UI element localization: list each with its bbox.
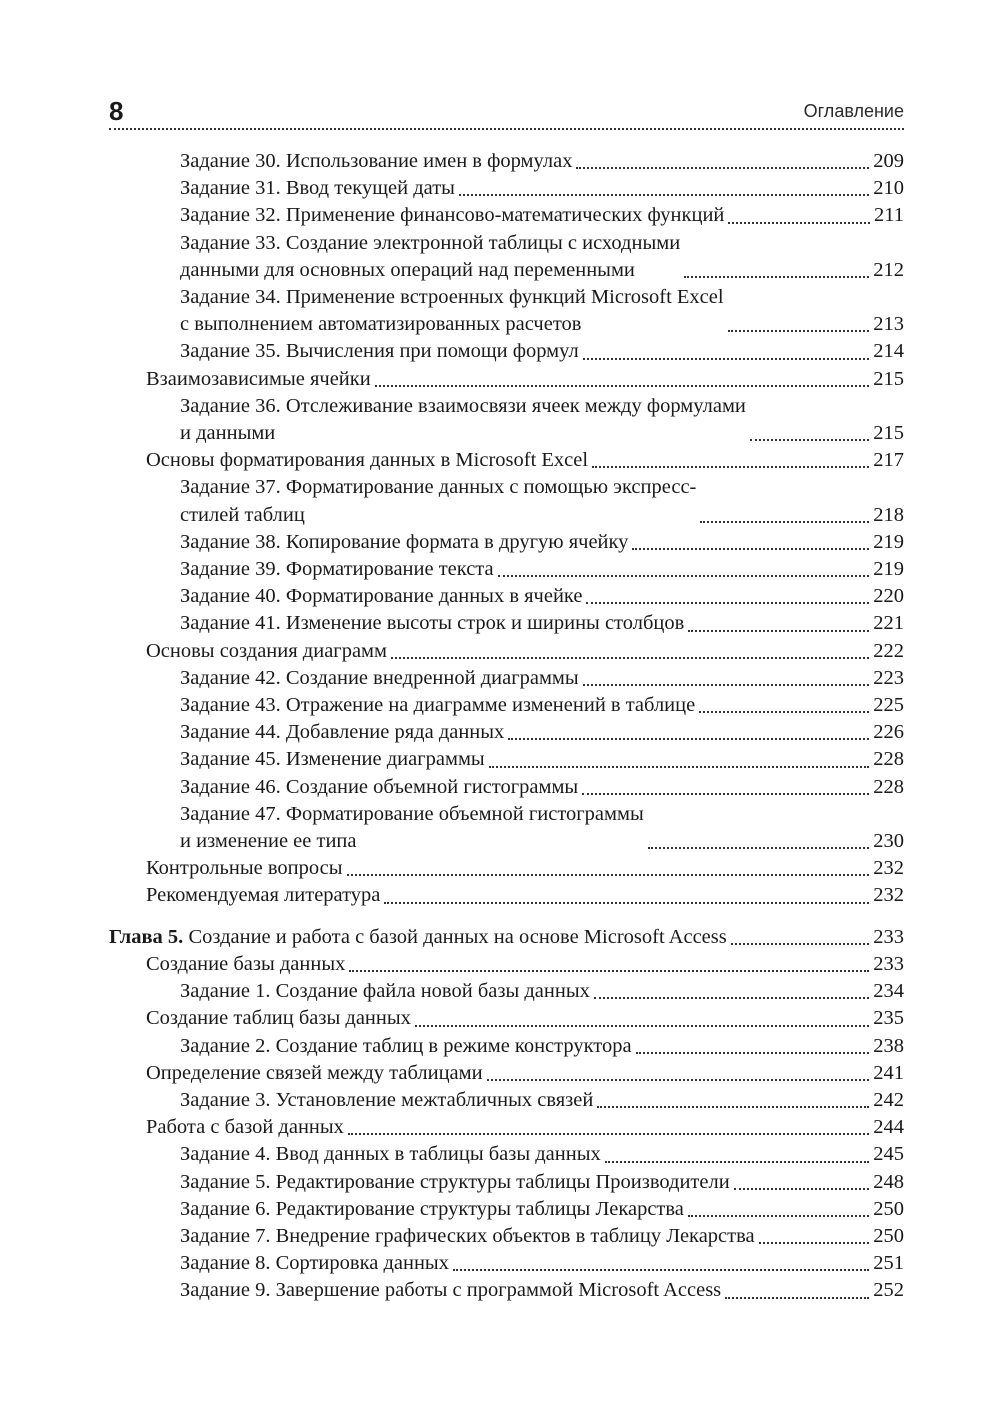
dot-leader [375, 385, 870, 387]
dot-leader [487, 1079, 870, 1081]
toc-entry-title: Задание 40. Форматирование данных в ячейке [180, 585, 583, 608]
toc-entry-title: Задание 30. Использование имен в формулах [180, 150, 573, 172]
toc-page-number: 232 [873, 857, 904, 880]
toc-entry[interactable] [109, 1141, 904, 1168]
toc-entry-title: Задание 38. Копирование формата в другую ячейку [180, 530, 629, 553]
dot-leader [576, 167, 869, 169]
toc-page-number: 217 [873, 449, 904, 472]
dot-leader [734, 1188, 870, 1190]
toc-entry[interactable] [109, 1169, 904, 1196]
toc-entry-title: Задание 5. Редактирование структуры таблицы Производители [180, 1170, 730, 1193]
toc-page-number: 234 [873, 980, 904, 1003]
toc-page-number: 248 [873, 1170, 904, 1193]
toc-section[interactable] [109, 882, 904, 909]
dot-leader [632, 548, 869, 550]
chapter-label: Глава 5. [109, 925, 184, 948]
dot-leader [636, 1052, 870, 1054]
toc-section-title: Создание базы данных [146, 952, 346, 975]
toc-entry-title: Задание 3. Установление межтабличных связей [180, 1088, 594, 1111]
toc-entry-line: Задание 36. Отслеживание взаимосвязи ячеек между формулами [180, 394, 746, 417]
toc-entry[interactable] [109, 230, 904, 284]
toc-chapter[interactable] [109, 924, 904, 951]
toc-entry[interactable] [109, 1277, 904, 1304]
page-number: 8 [109, 96, 124, 126]
dot-leader [582, 793, 869, 795]
dot-leader [688, 1215, 869, 1217]
toc-entry[interactable] [109, 746, 904, 773]
toc-entry[interactable] [109, 610, 904, 637]
dot-leader [725, 1297, 869, 1299]
dot-leader [453, 1269, 869, 1271]
dot-leader [700, 521, 869, 523]
toc-page-number: 221 [873, 612, 904, 635]
dot-leader [349, 970, 869, 972]
toc-entry-line: Задание 34. Применение встроенных функций Microsoft Excel [180, 286, 724, 309]
dot-leader [759, 1242, 870, 1244]
toc-section-title: Рекомендуемая литература [146, 884, 381, 907]
toc-entry[interactable] [109, 338, 904, 365]
toc-page-number: 209 [873, 150, 904, 172]
toc-page-number: 250 [873, 1224, 904, 1247]
table-of-contents [109, 148, 904, 1305]
dot-leader [648, 847, 869, 849]
toc-section-title: Основы создания диаграмм [146, 639, 388, 662]
toc-page-number: 252 [873, 1279, 904, 1302]
toc-entry[interactable] [109, 665, 904, 692]
toc-entry-line: стилей таблиц [180, 503, 305, 526]
toc-entry[interactable] [109, 978, 904, 1005]
toc-page-number: 245 [873, 1143, 904, 1166]
toc-section-title: Контрольные вопросы [146, 857, 343, 880]
header-dotted-rule [109, 128, 904, 130]
toc-page-number: 213 [873, 313, 904, 336]
toc-page-number: 220 [873, 585, 904, 608]
toc-entry-title: Задание 41. Изменение высоты строк и ширины столбцов [180, 612, 685, 635]
toc-section[interactable] [109, 447, 904, 474]
toc-page-number: 233 [873, 952, 904, 975]
toc-section[interactable] [109, 1114, 904, 1141]
toc-entry[interactable] [109, 1250, 904, 1277]
toc-page-number: 215 [873, 367, 904, 390]
dot-leader [459, 194, 869, 196]
dot-leader [750, 439, 869, 441]
toc-entry[interactable] [109, 801, 904, 855]
toc-page-number: 210 [873, 177, 904, 200]
toc-entry[interactable] [109, 202, 904, 229]
toc-page-number: 223 [873, 666, 904, 689]
toc-section[interactable] [109, 366, 904, 393]
toc-entry-title [180, 230, 680, 284]
dot-leader [684, 276, 869, 278]
dot-leader [728, 222, 870, 224]
dot-leader [583, 358, 870, 360]
toc-section-title: Работа с базой данных [146, 1116, 344, 1139]
toc-page-number: 225 [873, 694, 904, 717]
dot-leader [728, 330, 870, 332]
chapter-title-text: Создание и работа с базой данных на основе Microsoft Access [183, 925, 727, 948]
toc-page-number: 232 [873, 884, 904, 907]
dot-leader [384, 902, 869, 904]
toc-page-number: 230 [873, 830, 904, 853]
toc-entry-title: Задание 44. Добавление ряда данных [180, 721, 505, 744]
toc-entry-title: Задание 39. Форматирование текста [180, 558, 494, 581]
toc-section[interactable] [109, 1060, 904, 1087]
dot-leader [688, 630, 869, 632]
toc-chapter-title [109, 924, 727, 951]
toc-entry-title [180, 474, 696, 528]
toc-section-title: Создание таблиц базы данных [146, 1007, 411, 1030]
toc-page-number: 226 [873, 721, 904, 744]
dot-leader [415, 1025, 869, 1027]
toc-page-number: 251 [873, 1252, 904, 1275]
toc-entry[interactable] [109, 393, 904, 447]
toc-entry-line: Задание 33. Создание электронной таблицы с исходными [180, 231, 681, 254]
toc-page-number: 219 [873, 558, 904, 581]
toc-entry-line: данными для основных операций над переменными [180, 258, 635, 281]
dot-leader [347, 874, 870, 876]
toc-entry-line: с выполнением автоматизированных расчетов [180, 313, 582, 336]
dot-leader [508, 738, 869, 740]
toc-page-number: 241 [873, 1061, 904, 1084]
running-head: Оглавление [803, 101, 904, 121]
toc-entry[interactable] [109, 692, 904, 719]
toc-entry-title: Задание 1. Создание файла новой базы данных [180, 980, 590, 1003]
toc-entry-title [180, 393, 746, 447]
toc-page-number: 228 [873, 775, 904, 798]
toc-entry-line: и изменение ее типа [180, 830, 357, 853]
toc-page-number: 214 [873, 340, 904, 363]
toc-entry-title: Задание 42. Создание внедренной диаграммы [180, 666, 579, 689]
toc-page-number: 219 [873, 530, 904, 553]
toc-entry-line: и данными [180, 422, 276, 445]
dot-leader [594, 997, 869, 999]
dot-leader [597, 1106, 869, 1108]
dot-leader [489, 766, 870, 768]
dot-leader [586, 602, 869, 604]
dot-leader [592, 466, 869, 468]
toc-section[interactable] [109, 855, 904, 882]
toc-entry-line: Задание 47. Форматирование объемной гистограммы [180, 802, 644, 825]
toc-page-number: 228 [873, 748, 904, 771]
toc-entry[interactable] [109, 583, 904, 610]
toc-entry[interactable] [109, 474, 904, 528]
toc-entry-title: Задание 7. Внедрение графических объектов в таблицу Лекарства [180, 1224, 755, 1247]
dot-leader [498, 575, 870, 577]
toc-page-number: 235 [873, 1007, 904, 1030]
toc-entry[interactable] [109, 529, 904, 556]
toc-entry-title: Задание 9. Завершение работы с программой Microsoft Access [180, 1279, 722, 1302]
dot-leader [391, 657, 869, 659]
dot-leader [348, 1133, 869, 1135]
toc-entry[interactable] [109, 719, 904, 746]
toc-entry-title: Задание 6. Редактирование структуры таблицы Лекарства [180, 1197, 684, 1220]
toc-section[interactable] [109, 638, 904, 665]
toc-page-number: 218 [873, 503, 904, 526]
dot-leader [583, 684, 870, 686]
toc-page-number: 233 [873, 925, 904, 948]
toc-entry[interactable] [109, 1087, 904, 1114]
toc-entry[interactable] [109, 175, 904, 202]
toc-section[interactable] [109, 1005, 904, 1032]
toc-page-number: 242 [873, 1088, 904, 1111]
dot-leader [731, 943, 870, 945]
toc-page-number: 222 [873, 639, 904, 662]
toc-entry[interactable] [109, 148, 904, 175]
toc-section-title: Взаимозависимые ячейки [146, 367, 371, 390]
toc-entry[interactable] [109, 556, 904, 583]
toc-entry[interactable] [109, 1033, 904, 1060]
dot-leader [605, 1161, 870, 1163]
toc-entry[interactable] [109, 774, 904, 801]
toc-page-number: 211 [874, 204, 904, 227]
toc-page-number: 244 [873, 1116, 904, 1139]
toc-entry-title: Задание 4. Ввод данных в таблицы базы данных [180, 1143, 601, 1166]
toc-entry-title: Задание 45. Изменение диаграммы [180, 748, 485, 771]
toc-entry-title: Задание 43. Отражение на диаграмме изменений в таблице [180, 694, 696, 717]
dot-leader [699, 711, 869, 713]
toc-entry-title: Задание 2. Создание таблиц в режиме конструктора [180, 1034, 632, 1057]
toc-section-title: Определение связей между таблицами [146, 1061, 483, 1084]
toc-entry-title: Задание 46. Создание объемной гистограммы [180, 775, 579, 798]
toc-entry-title [180, 284, 724, 338]
toc-entry-title: Задание 31. Ввод текущей даты [180, 177, 455, 200]
toc-entry[interactable] [109, 1196, 904, 1223]
toc-entry-title: Задание 32. Применение финансово-математических функций [180, 204, 725, 227]
toc-page-number: 215 [873, 422, 904, 445]
toc-page-number: 250 [873, 1197, 904, 1220]
toc-section-title: Основы форматирования данных в Microsoft Excel [146, 449, 589, 472]
toc-section[interactable] [109, 951, 904, 978]
toc-entry-title [180, 801, 644, 855]
toc-entry-line: Задание 37. Форматирование данных с помощью экспресс- [180, 476, 697, 499]
toc-entry-title: Задание 35. Вычисления при помощи формул [180, 340, 579, 363]
toc-entry[interactable] [109, 1223, 904, 1250]
toc-entry[interactable] [109, 284, 904, 338]
toc-entry-title: Задание 8. Сортировка данных [180, 1252, 449, 1275]
toc-page-number: 212 [873, 258, 904, 281]
toc-page-number: 238 [873, 1034, 904, 1057]
